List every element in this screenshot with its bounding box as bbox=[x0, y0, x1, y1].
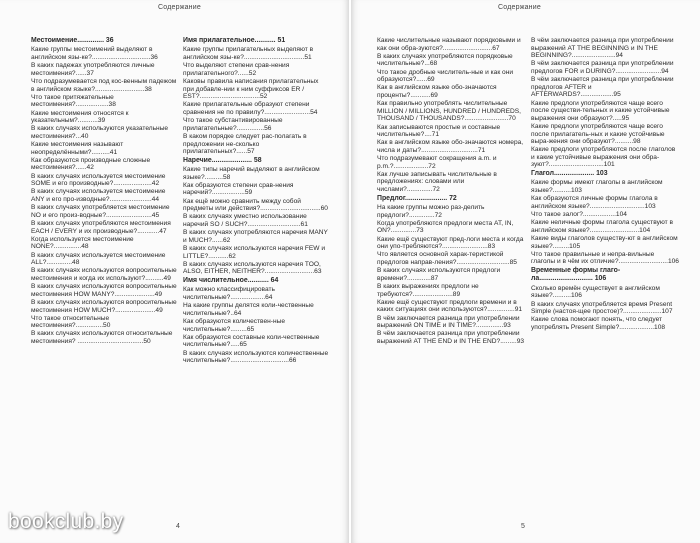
toc-entry: Какие предлоги употребляются чаще всего после прилагатель-ных и какие устойчивые выра-жения они образуют?..........98 bbox=[531, 122, 665, 146]
watermark-logo: bookclub.by bbox=[8, 510, 124, 533]
toc-entry: Когда употребляются предлоги места AT, IN, ON?..............73 bbox=[377, 219, 514, 235]
toc-entry: В чём заключается разница при употреблении выражений ON TIME и IN TIME?...............93 bbox=[377, 314, 520, 330]
toc-entry: В каких случаях используются вопросительные местоимения и когда их используют?..........49 bbox=[31, 267, 177, 282]
toc-entry: Какие слова помогают понять, что следует употреблять Present Simple?...................108 bbox=[531, 316, 666, 331]
toc-entry: Как записываются простые и составные числительные?....71 bbox=[377, 123, 501, 139]
toc-entry: Как правильно употреблять числительные MILLION / MILLIONS, HUNDRED / HUNDREDS, THOUSAND / THOUSANDS?........................70 bbox=[377, 100, 521, 123]
toc-section-heading: Предлог...................... 72 bbox=[377, 194, 457, 202]
right-page bbox=[351, 0, 700, 543]
toc-entry: Как образуются количествен-ные числительные?.........65 bbox=[183, 317, 286, 333]
toc-entry: Какие местоимения называют неопределёнными?..........41 bbox=[31, 141, 124, 156]
toc-entry: В каких случаях используется местоимение SOME и его производные?.....................42 bbox=[31, 172, 166, 188]
toc-entry: Что подразумевается под кос-венным падежом в английском языке?...........................38 bbox=[31, 77, 177, 93]
toc-entry: Как образуются составные коли-чественные числительные?.....65 bbox=[183, 333, 320, 349]
toc-entry: На какие группы делятся коли-чественные числительные?..64 bbox=[183, 302, 314, 317]
toc-entry: Как в английском языке обо-значаются проценты?...........69 bbox=[377, 84, 497, 99]
toc-column bbox=[531, 37, 679, 332]
page-header: Содержание bbox=[158, 4, 201, 11]
toc-entry: В каких выражениях предлоги не требуются?......................89 bbox=[377, 282, 479, 298]
toc-entry: Что такое относительные местоимения?...............50 bbox=[31, 314, 111, 330]
toc-entry: Что такое правильные и непра-вильные глаголы и в чём их отличие?...........................106 bbox=[531, 250, 679, 266]
toc-entry: В чём заключается разница при употреблении предлогов FOR и DURING?.........................94 bbox=[531, 60, 674, 75]
toc-entry: Какие числительные называют порядковыми и как они обра-зуются?...........................67 bbox=[377, 37, 521, 52]
toc-entry: В каких случаях используется местоимение ANY и его про-изводные?.......................44 bbox=[31, 188, 166, 204]
toc-column bbox=[31, 37, 179, 346]
toc-entry: В каких случаях используются вопросительные местоимения HOW MUCH?......................49 bbox=[31, 298, 177, 314]
toc-entry: В каких падежах употребляются личные местоимения?......37 bbox=[31, 62, 155, 77]
page-header: Содержание bbox=[498, 4, 541, 11]
toc-entry: В каких случаях используются вопросительные местоимения HOW MANY?......................49 bbox=[31, 283, 177, 298]
toc-entry: В каких случаях используются наречия TOO, ALSO, EITHER, NEITHER?...........................63 bbox=[183, 260, 322, 276]
toc-entry: Какие группы местоимений выделяют в английском язы-ке?................................36 bbox=[31, 46, 158, 61]
toc-entry: Что такое дробные числитель-ные и как они образуются?......69 bbox=[377, 68, 514, 84]
toc-entry: В каких случаях употребляется время Present Simple (настоя-щее простое)?.....................107 bbox=[531, 300, 673, 316]
toc-entry: Какие типы наречий выделяют в английском языке?..........58 bbox=[183, 166, 320, 181]
toc-entry: В каких случаях употребляется местоимение NO и его произ-водные?.........................45 bbox=[31, 204, 170, 219]
page-number: 4 bbox=[176, 523, 180, 530]
toc-entry: Какие ещё существуют предлоги времени и в каких ситуациях они используются?...............91 bbox=[377, 298, 523, 314]
toc-entry: В каких случаях уместно использование наречий SO / SUCH?.............................61 bbox=[183, 213, 308, 229]
toc-entry: В каких случаях употребляются наречия MANY и MUCH?......62 bbox=[183, 229, 328, 244]
toc-entry: В каких случаях используются наречия FEW и LITTLE?...........62 bbox=[183, 245, 326, 260]
toc-entry: Какие группы прилагательных выделяют в английском язы-ке?.................................51 bbox=[183, 46, 314, 61]
toc-entry: Что такое залог?..................104 bbox=[531, 211, 627, 219]
page-number: 5 bbox=[521, 523, 525, 530]
toc-entry: Что такое притяжательные местоимения?..................38 bbox=[31, 93, 116, 109]
toc-column bbox=[183, 37, 331, 365]
toc-entry: Как образуются производные сложные местоимения?......42 bbox=[31, 156, 151, 172]
toc-section-heading: Временные формы глаго-ла............................ 106 bbox=[531, 266, 621, 283]
toc-entry: Каковы правила написания прилагательных при добавле-нии к ним суффиксов ER / EST?.................................52 bbox=[183, 77, 319, 101]
toc-entry: На какие группы можно раз-делить предлоги?..............72 bbox=[377, 204, 485, 219]
toc-entry: Какие неличные формы глагола существуют в английском языке?...........................104 bbox=[531, 219, 674, 234]
toc-section-heading: Местоимение.............. 36 bbox=[31, 37, 114, 44]
toc-entry: Какие местоимения относятся к указательным?...........39 bbox=[31, 109, 129, 125]
toc-entry: Что выделяют степени срав-нения прилагательного?......52 bbox=[183, 62, 290, 77]
toc-entry: В каких случаях употребляются местоимения EACH / EVERY и их производные?............47 bbox=[31, 220, 171, 235]
toc-entry: Как можно классифицировать числительные?...................64 bbox=[183, 286, 275, 301]
toc-entry: В чём заключается разница при употреблении выражений AT THE BEGINNING и IN THE BEGINNING?........................94 bbox=[531, 37, 674, 60]
toc-entry: Что такое субстантивированные прилагательные?...............56 bbox=[183, 117, 283, 132]
toc-entry: Что подразумевают сокращения a.m. и p.m.?...................72 bbox=[377, 155, 497, 170]
toc-entry: В чём заключается разница при употреблении выражений AT THE END и IN THE END?.........93 bbox=[377, 330, 525, 345]
toc-entry: Как в английском языке обо-значаются номера, числа и даты?...............................71 bbox=[377, 139, 524, 154]
toc-entry: Какие формы имеют глаголы в английском языке?..........103 bbox=[531, 179, 663, 195]
toc-entry: В каких случаях используются предлоги времени?.............87 bbox=[377, 267, 501, 282]
left-page bbox=[0, 0, 349, 543]
toc-entry: В каких случаях используются относительные местоимения? ....................................50 bbox=[31, 330, 173, 346]
toc-entry: Как лучше записывать числительные в предложениях: словами или числами?..............72 bbox=[377, 170, 497, 194]
toc-entry: В каких случаях используется местоимение ALL?..............48 bbox=[31, 251, 166, 267]
toc-entry: Какие ещё существуют пред-логи места и когда они упо-требляются?.........................83 bbox=[377, 235, 524, 251]
toc-entry: Сколько времён существует в английском языке?..........106 bbox=[531, 284, 660, 300]
toc-entry: В каких случаях употребляются порядковые числительные?...68 bbox=[377, 52, 513, 68]
toc-entry: Как образуются степени срав-нения наречий?..................59 bbox=[183, 181, 294, 197]
toc-entry: Какие предлоги употребляются после глаголов и какие устойчивые выражения они обра-зуют?..............................101 bbox=[531, 146, 676, 169]
toc-entry: В каком порядке следует рас-полагать в предложении не-сколько прилагательных?......57 bbox=[183, 132, 307, 156]
toc-entry: В каких случаях используются количественные числительные?................................66 bbox=[183, 349, 329, 365]
toc-section-heading: Глагол..................... 103 bbox=[531, 170, 608, 178]
toc-entry: Как образуются личные формы глагола в английском языке?..............................103 bbox=[531, 195, 658, 210]
toc-column bbox=[377, 37, 525, 346]
toc-entry: В каких случаях используются указательные местоимения?...40 bbox=[31, 125, 169, 140]
toc-section-heading: Наречие..................... 58 bbox=[183, 156, 262, 164]
toc-entry: Какие виды глаголов существу-ют в английском языке?.........105 bbox=[531, 235, 678, 250]
toc-section-heading: Имя прилагательное........... 51 bbox=[183, 37, 286, 44]
toc-entry: Как ещё можно сравнить между собой предметы или действия?.................................60 bbox=[183, 197, 328, 213]
toc-entry: В чём заключается разница при употреблении предлогов AFTER и AFTERWARDS?..................95 bbox=[531, 76, 674, 99]
toc-entry: Какие предлоги употребляются чаще всего после существи-тельных и какие устойчивые выражения они образуют?.....95 bbox=[531, 99, 670, 122]
toc-entry: Какие прилагательные образуют степени сравнения не по правилу?.........................54 bbox=[183, 101, 318, 116]
toc-entry: Что является основной харак-теристикой предлогов направ-ления?.............................85 bbox=[377, 251, 517, 266]
toc-entry: Когда используется местоимение NONE?...............48 bbox=[31, 235, 134, 251]
toc-section-heading: Имя числительное........... 64 bbox=[183, 276, 279, 284]
